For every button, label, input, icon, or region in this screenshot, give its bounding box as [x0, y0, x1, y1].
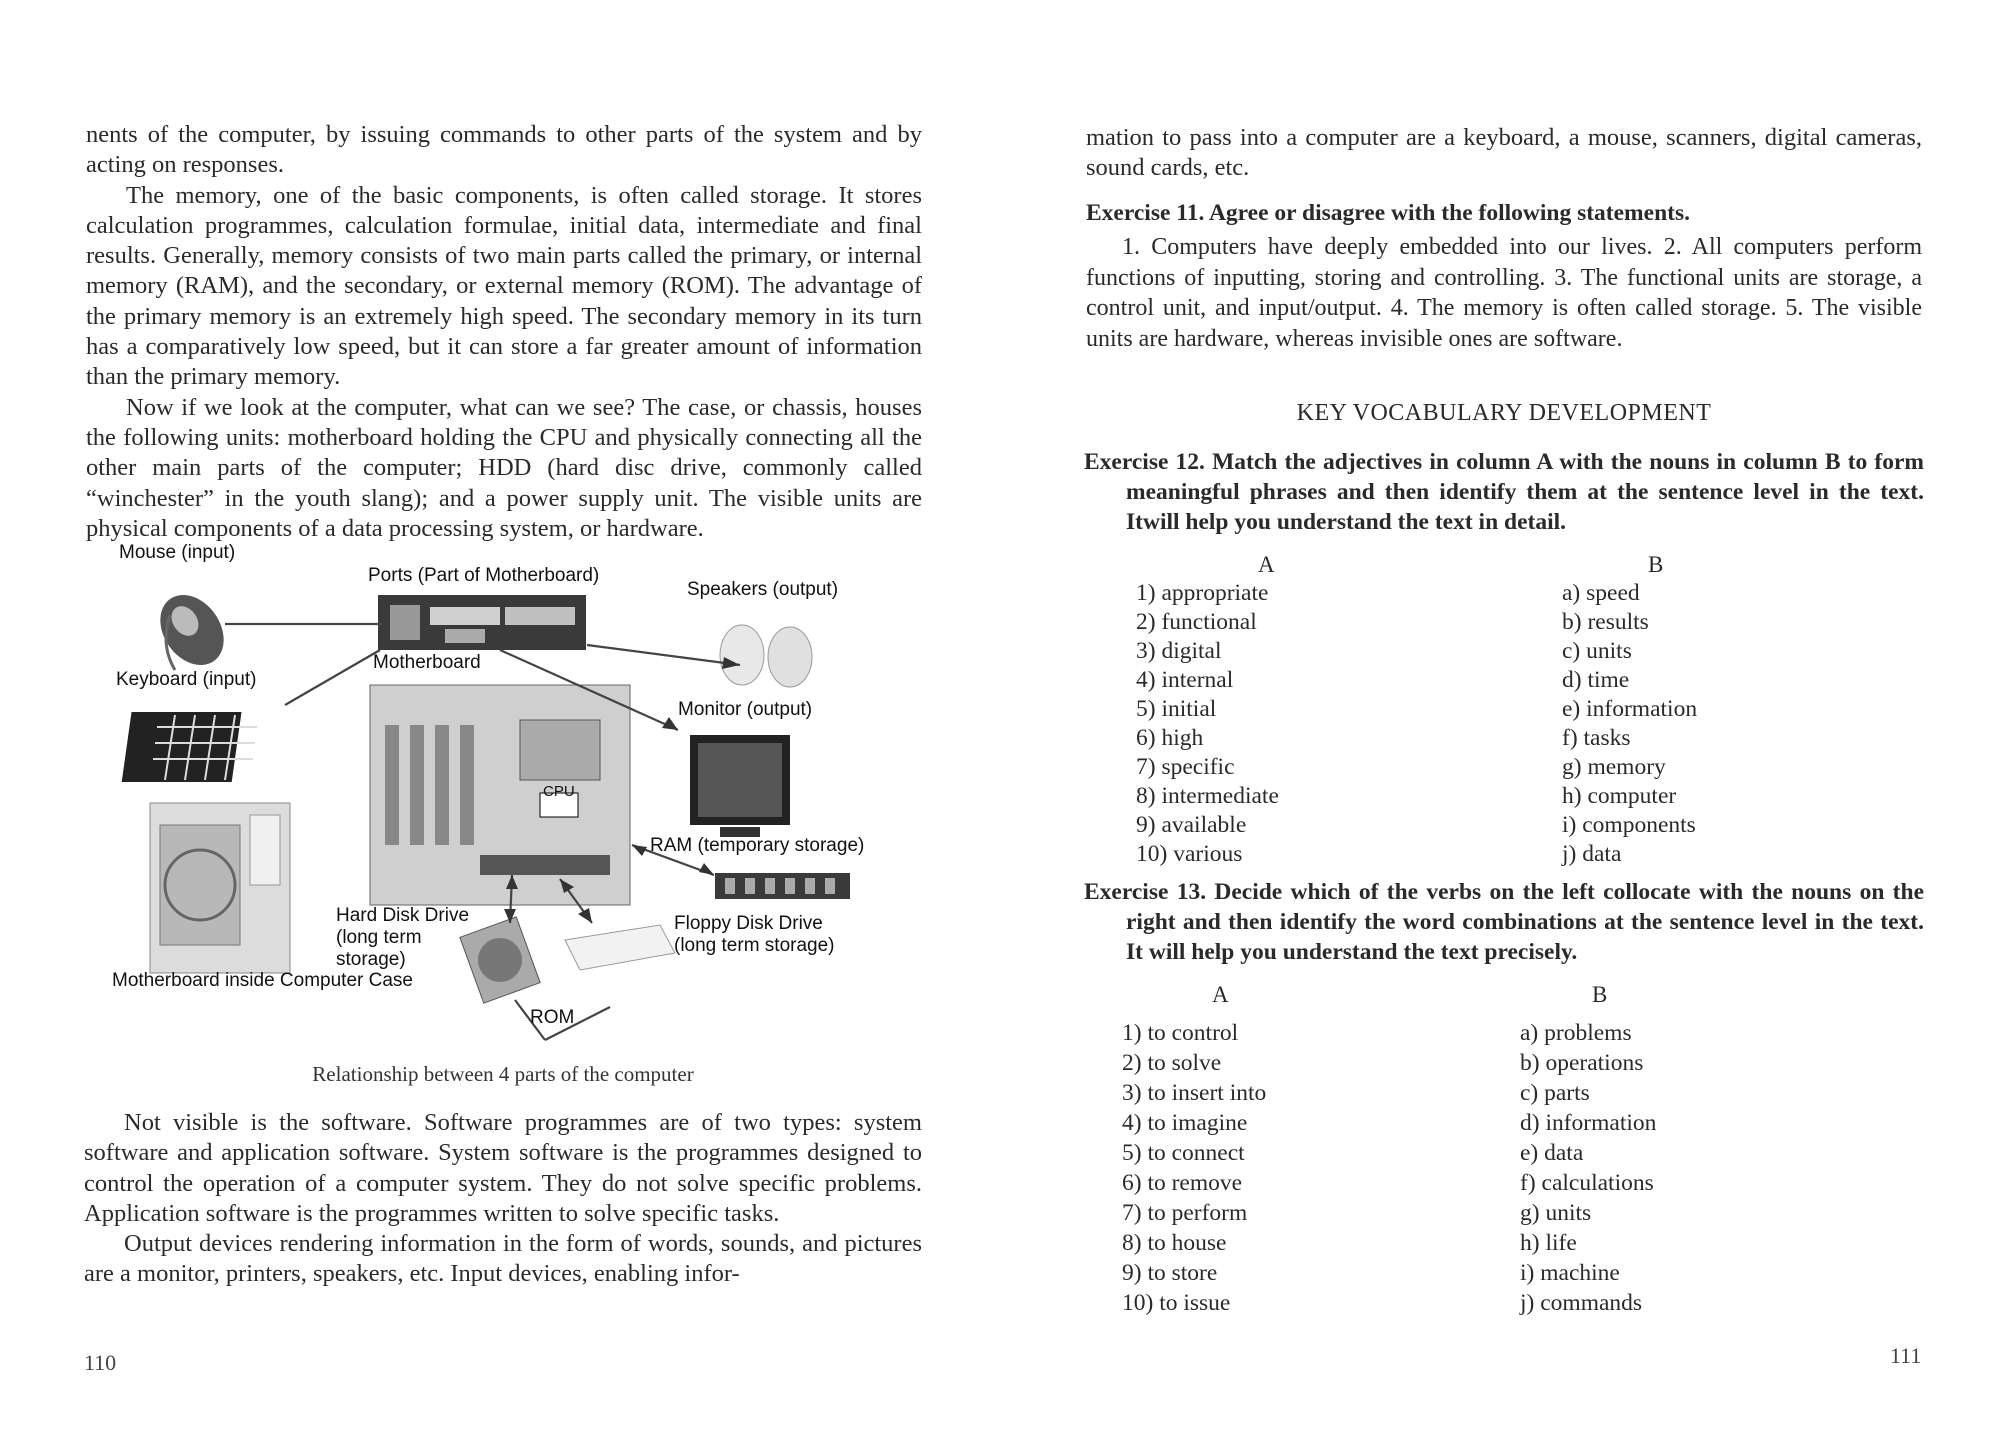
list-item: d) information — [1520, 1110, 1657, 1136]
list-item: 4) internal — [1136, 667, 1234, 693]
case-label: Motherboard inside Computer Case — [112, 970, 413, 991]
monitor-label: Monitor (output) — [678, 699, 813, 720]
right-page — [1000, 0, 2000, 1447]
list-item: 7) to perform — [1122, 1200, 1248, 1226]
list-item: 6) to remove — [1122, 1170, 1243, 1196]
list-item: e) data — [1520, 1140, 1584, 1166]
floppy-label: Floppy Disk Drive (long term storage) — [674, 913, 835, 956]
list-item: c) units — [1562, 638, 1632, 664]
speakers-icon — [720, 625, 812, 687]
list-item: 1) appropriate — [1136, 580, 1269, 606]
keyboard-label: Keyboard (input) — [116, 669, 257, 690]
list-item: 8) to house — [1122, 1230, 1227, 1256]
exercise-12-title — [1084, 447, 1924, 537]
monitor-icon — [690, 735, 790, 837]
exercise-number: Exercise 11. — [1086, 200, 1205, 226]
list-item: h) computer — [1562, 783, 1677, 809]
paragraph: mation to pass into a computer are a keyboard, a mouse, scanners, digital cameras, sound cards, etc. — [1086, 124, 1922, 182]
exercise-11-title — [1086, 198, 1922, 228]
list-item: 10) to issue — [1122, 1290, 1231, 1316]
noun-list — [1520, 1018, 1656, 1318]
list-item: 3) digital — [1136, 638, 1222, 664]
list-item: 10) various — [1136, 841, 1243, 867]
verb-list — [1122, 1018, 1266, 1318]
left-text-bottom — [84, 1108, 922, 1290]
ports-icon — [378, 595, 586, 650]
exercise-12-column-a — [1136, 552, 1396, 872]
paragraph: The memory, one of the basic components, is often called storage. It stores calculation programmes, calculation formulae, initial data, intermediate and final results. Generally, memory consists of two main parts called the primary, or internal memory (RAM), and the secondary, or external memory (ROM). The advantage of the primary memory is an extremely high speed. The secondary memory in its turn has a comparatively low speed, but it can store a far greater amount of information than the primary memory. — [86, 181, 922, 391]
list-item: e) information — [1562, 696, 1698, 722]
ports-label: Ports (Part of Motherboard) — [368, 565, 600, 586]
column-header: B — [1592, 982, 1608, 1007]
list-item: 9) available — [1136, 812, 1247, 838]
exercise-instruction: Agree or disagree with the following statements. — [1208, 200, 1690, 226]
exercise-13-column-b — [1520, 982, 1800, 1322]
paragraph: Not visible is the software. Software programmes are of two types: system software and application software. System software is the programmes designed to control the operation of a computer system. They do not solve specific problems. Application software is the programmes written to solve specific tasks. — [84, 1109, 922, 1227]
list-item: i) components — [1562, 812, 1696, 838]
list-item: j) commands — [1520, 1290, 1643, 1316]
list-item: 2) functional — [1136, 609, 1257, 635]
list-item: 9) to store — [1122, 1260, 1218, 1286]
motherboard-label: Motherboard — [373, 652, 481, 673]
list-item: 7) specific — [1136, 754, 1235, 780]
noun-list — [1562, 579, 1697, 869]
motherboard-icon — [370, 685, 630, 905]
hdd-label: Hard Disk Drive (long term storage) — [336, 905, 470, 970]
list-item: 2) to solve — [1122, 1050, 1222, 1076]
right-intro-text — [1086, 123, 1922, 184]
column-header: A — [1258, 552, 1275, 577]
exercise-number: Exercise 12. — [1084, 449, 1205, 475]
exercise-13-column-a — [1122, 982, 1402, 1322]
computer-parts-figure — [100, 542, 920, 1045]
exercise-instruction: Match the adjectives in column A with the nouns in column B to form meaningful phrases and then identify them at the sentence level in the text. Itwill help you understand the text in detail. — [1126, 449, 1925, 535]
cpu-label: CPU — [543, 783, 575, 800]
column-header: B — [1648, 552, 1664, 577]
keyboard-icon — [122, 712, 257, 782]
paragraph: nents of the computer, by issuing commands to other parts of the system and by acting on responses. — [86, 121, 922, 179]
exercise-number: Exercise 13. — [1084, 879, 1207, 905]
computer-case-icon — [150, 803, 290, 973]
list-item: b) operations — [1520, 1050, 1644, 1076]
adjective-list — [1136, 579, 1279, 869]
figure-caption: Relationship between 4 parts of the computer — [312, 1062, 694, 1086]
rom-label: ROM — [530, 1007, 575, 1028]
exercise-11-body: 1. Computers have deeply embedded into our lives. 2. All computers perform functions of inputting, storing and controlling. 3. The functional units are storage, a control unit, and input/output. 4. The memory is often called storage. 5. The visible units are hardware, whereas invisible ones are software. — [1086, 234, 1922, 352]
list-item: f) calculations — [1520, 1170, 1654, 1196]
list-item: h) life — [1520, 1230, 1577, 1256]
speakers-label: Speakers (output) — [687, 579, 839, 600]
list-item: 5) initial — [1136, 696, 1217, 722]
floppy-drive-icon — [565, 925, 675, 970]
list-item: i) machine — [1520, 1260, 1620, 1286]
list-item: c) parts — [1520, 1080, 1590, 1106]
column-header: A — [1212, 982, 1229, 1007]
list-item: d) time — [1562, 667, 1630, 693]
page-number: 111 — [1890, 1343, 1922, 1368]
hard-disk-icon — [460, 917, 540, 1003]
list-item: 4) to imagine — [1122, 1110, 1248, 1136]
list-item: g) units — [1520, 1200, 1592, 1226]
mouse-label: Mouse (input) — [119, 542, 236, 563]
exercise-instruction: Decide which of the verbs on the left collocate with the nouns on the right and then identify the word combinations at the sentence level in the text. It will help you understand the text precisely. — [1126, 879, 1925, 965]
list-item: 6) high — [1136, 725, 1204, 751]
list-item: 3) to insert into — [1122, 1080, 1267, 1106]
list-item: g) memory — [1562, 754, 1666, 780]
paragraph: Now if we look at the computer, what can we see? The case, or chassis, houses the following units: motherboard holding the CPU and physically connecting all the other main parts of the computer; HDD (hard disc drive, commonly called “winchester” in the youth slang); and a power supply unit. The visible units are physical components of a data processing system, or hardware. — [86, 393, 922, 542]
ram-label: RAM (temporary storage) — [650, 835, 865, 856]
list-item: b) results — [1562, 609, 1649, 635]
left-text-top — [86, 120, 922, 544]
section-heading: KEY VOCABULARY DEVELOPMENT — [1296, 400, 1712, 426]
list-item: a) speed — [1562, 580, 1640, 606]
exercise-12-column-b — [1562, 552, 1822, 872]
list-item: 5) to connect — [1122, 1140, 1245, 1166]
ram-module-icon — [715, 873, 850, 899]
list-item: 8) intermediate — [1136, 783, 1279, 809]
mouse-icon — [147, 583, 236, 677]
list-item: j) data — [1562, 841, 1622, 867]
exercise-13-title — [1084, 877, 1924, 967]
list-item: 1) to control — [1122, 1020, 1239, 1046]
list-item: a) problems — [1520, 1020, 1632, 1046]
list-item: f) tasks — [1562, 725, 1631, 751]
page-number: 110 — [84, 1350, 117, 1375]
paragraph: Output devices rendering information in the form of words, sounds, and pictures are a monitor, printers, speakers, etc. Input devices, enabling infor- — [84, 1230, 922, 1288]
